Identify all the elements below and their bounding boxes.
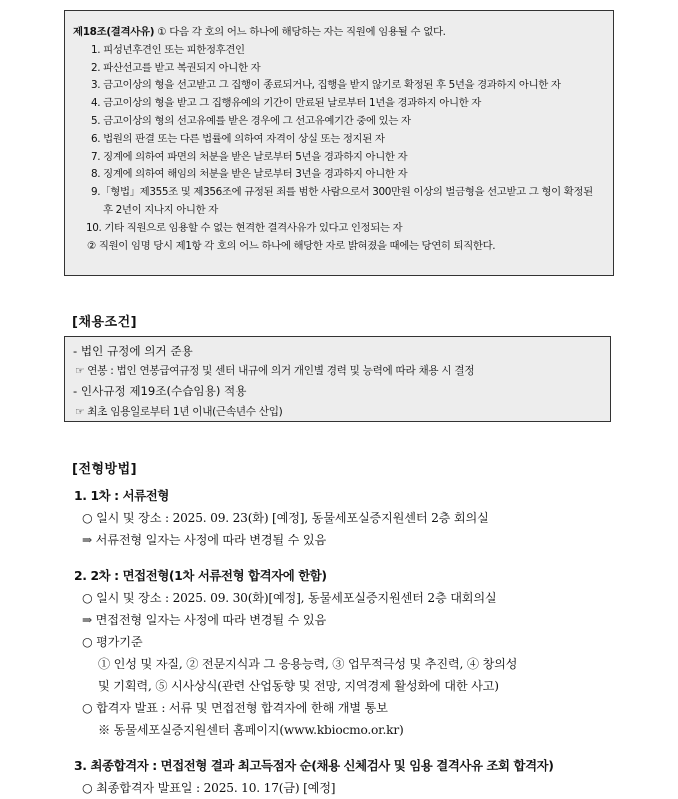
list-item: 3. 금고이상의 형을 선고받고 그 집행이 종료되거나, 집행을 받지 않기로 확정된 후 5년을 경과하지 아니한 자 (91, 79, 561, 92)
list-item: 8. 징계에 의하여 해임의 처분을 받은 날로부터 3년을 경과하지 아니한 자 (91, 168, 408, 181)
stage2-criteria-line: ① 인성 및 자질, ② 전문지식과 그 응용능력, ③ 업무적극성 및 추진력, ④ 창의성 (98, 657, 518, 671)
condition-line: - 법인 규정에 의거 준용 (73, 344, 193, 358)
list-item: 5. 금고이상의 형의 선고유예를 받은 경우에 그 선고유예기간 중에 있는 자 (91, 114, 411, 127)
list-item: 2. 파산선고를 받고 복권되지 아니한 자 (91, 61, 261, 74)
condition-line: ☞ 연봉 : 법인 연봉급여규정 및 센터 내규에 의거 개인별 경력 및 능력에 따라 채용 시 결정 (75, 365, 475, 378)
stage1-note: ⇒ 서류전형 일자는 사정에 따라 변경될 수 있음 (82, 533, 327, 547)
list-item: 6. 법원의 판결 또는 다른 법률에 의하여 자격이 상실 또는 정지된 자 (91, 132, 385, 145)
stage2-schedule: ○ 일시 및 장소 : 2025. 09. 30(화)[예정], 동물세포실증지원센터 2층 대회의실 (82, 591, 497, 605)
stage1-heading: 1. 1차 : 서류전형 (74, 488, 169, 503)
list-item: 1. 피성년후견인 또는 피한정후견인 (91, 43, 245, 56)
article-lead-text: ① 다음 각 호의 어느 하나에 해당하는 자는 직원에 임용될 수 없다. (157, 26, 446, 38)
conditions-title: [채용조건] (72, 315, 138, 330)
article-title: 제18조(결격사유) (73, 26, 155, 38)
stage2-note: ⇒ 면접전형 일자는 사정에 따라 변경될 수 있음 (82, 613, 327, 627)
disqualification-lead (73, 24, 605, 42)
stage2-criteria-label: ○ 평가기준 (82, 635, 143, 649)
disqualification-list (73, 42, 605, 238)
stage2-announce: ○ 합격자 발표 : 서류 및 면접전형 합격자에 한해 개별 통보 (82, 701, 388, 715)
stage1-schedule: ○ 일시 및 장소 : 2025. 09. 23(화) [예정], 동물세포실증지원센터 2층 회의실 (82, 511, 489, 525)
list-item: 10. 기타 직원으로 임용할 수 없는 현격한 결격사유가 있다고 인정되는 자 (86, 221, 403, 234)
list-item: 7. 징계에 의하여 파면의 처분을 받은 날로부터 5년을 경과하지 아니한 자 (91, 150, 408, 163)
stage2-homepage: ※ 동물세포실증지원센터 홈페이지(www.kbiocmo.or.kr) (98, 723, 404, 737)
stage3-announce-date: ○ 최종합격자 발표일 : 2025. 10. 17(금) [예정] (82, 781, 336, 795)
disqualification-box (64, 10, 614, 276)
stage3-heading: 3. 최종합격자 : 면접전형 결과 최고득점자 순(채용 신체검사 및 임용 결격사유 조회 합격자) (74, 758, 554, 773)
condition-line: ☞ 최초 임용일로부터 1년 이내(근속년수 산입) (75, 405, 283, 418)
method-title: [전형방법] (72, 462, 138, 477)
conditions-box (64, 336, 611, 422)
condition-line: - 인사규정 제19조(수습임용) 적용 (73, 384, 247, 399)
stage2-heading: 2. 2차 : 면접전형(1차 서류전형 합격자에 한함) (74, 568, 327, 583)
list-item: 4. 금고이상의 형을 받고 그 집행유예의 기간이 만료된 날로부터 1년을 경과하지 아니한 자 (91, 97, 481, 110)
method-section (74, 485, 634, 799)
list-item: 9.「형법」제355조 및 제356조에 규정된 죄를 범한 사람으로서 300만원 이상의 벌금형을 선고받고 그 형이 확정된 후 2년이 지나지 아니한 자 (91, 186, 593, 216)
stage2-criteria-line: 및 기획력, ⑤ 시사상식(관련 산업동향 및 전망, 지역경제 활성화에 대한 사고) (98, 679, 499, 693)
disqualification-tail: ② 직원이 임명 당시 제1항 각 호의 어느 하나에 해당한 자로 밝혀졌을 때에는 당연히 퇴직한다. (87, 239, 496, 252)
